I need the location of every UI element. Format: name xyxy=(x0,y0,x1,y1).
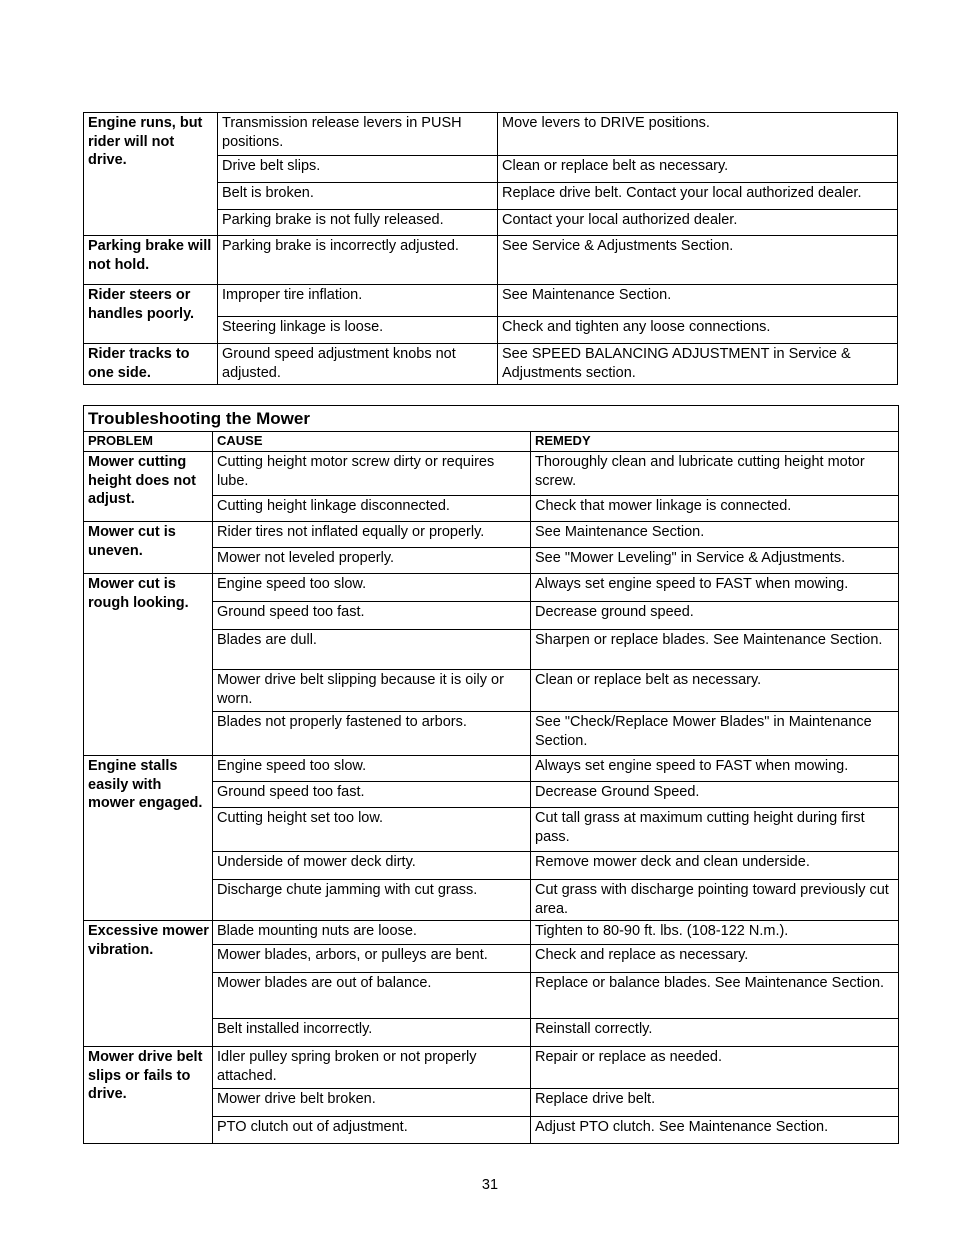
mower-table-body xyxy=(84,452,899,1144)
cause-cell: Mower not leveled properly. xyxy=(213,548,531,574)
problem-cell: Rider steers or handles poorly. xyxy=(84,285,218,344)
remedy-cell: See Service & Adjustments Section. xyxy=(498,236,898,285)
cause-cell: Blade mounting nuts are loose. xyxy=(213,921,531,945)
cause-cell: Cutting height motor screw dirty or requires lube. xyxy=(213,452,531,496)
remedy-cell: Always set engine speed to FAST when mowing. xyxy=(531,574,899,602)
column-header-remedy: REMEDY xyxy=(531,432,899,452)
cause-cell: Blades not properly fastened to arbors. xyxy=(213,712,531,756)
problem-cell: Excessive mower vibration. xyxy=(84,921,213,1047)
remedy-cell: Decrease ground speed. xyxy=(531,602,899,630)
cause-cell: Belt is broken. xyxy=(218,183,498,210)
cause-cell: Idler pulley spring broken or not properly attached. xyxy=(213,1047,531,1089)
problem-cell: Mower drive belt slips or fails to drive. xyxy=(84,1047,213,1144)
mower-troubleshooting-table xyxy=(83,405,899,1144)
cause-cell: Mower blades are out of balance. xyxy=(213,973,531,1019)
cause-cell: Underside of mower deck dirty. xyxy=(213,852,531,880)
cause-cell: Drive belt slips. xyxy=(218,156,498,183)
remedy-cell: Clean or replace belt as necessary. xyxy=(498,156,898,183)
cause-cell: Ground speed too fast. xyxy=(213,782,531,808)
rider-table-body xyxy=(84,113,898,385)
table-row xyxy=(84,574,899,602)
remedy-cell: See "Check/Replace Mower Blades" in Maintenance Section. xyxy=(531,712,899,756)
remedy-cell: Replace drive belt. Contact your local authorized dealer. xyxy=(498,183,898,210)
cause-cell: Ground speed adjustment knobs not adjusted. xyxy=(218,344,498,385)
remedy-cell: Check and tighten any loose connections. xyxy=(498,317,898,344)
remedy-cell: See Maintenance Section. xyxy=(531,522,899,548)
problem-cell: Parking brake will not hold. xyxy=(84,236,218,285)
remedy-cell: Clean or replace belt as necessary. xyxy=(531,670,899,712)
mower-table-header-row xyxy=(84,432,899,452)
remedy-cell: See SPEED BALANCING ADJUSTMENT in Service & Adjustments section. xyxy=(498,344,898,385)
remedy-cell: See Maintenance Section. xyxy=(498,285,898,317)
problem-cell: Mower cut is uneven. xyxy=(84,522,213,574)
table-row xyxy=(84,285,898,317)
remedy-cell: Repair or replace as needed. xyxy=(531,1047,899,1089)
table-row xyxy=(84,113,898,156)
rider-troubleshooting-table xyxy=(83,112,898,385)
table-row xyxy=(84,452,899,496)
remedy-cell: Cut tall grass at maximum cutting height during first pass. xyxy=(531,808,899,852)
remedy-cell: Check and replace as necessary. xyxy=(531,945,899,973)
cause-cell: Cutting height set too low. xyxy=(213,808,531,852)
cause-cell: Discharge chute jamming with cut grass. xyxy=(213,880,531,921)
remedy-cell: Sharpen or replace blades. See Maintenance Section. xyxy=(531,630,899,670)
table-row xyxy=(84,921,899,945)
table-row xyxy=(84,236,898,285)
table-row xyxy=(84,756,899,782)
cause-cell: Ground speed too fast. xyxy=(213,602,531,630)
remedy-cell: Cut grass with discharge pointing toward previously cut area. xyxy=(531,880,899,921)
mower-table-title-row xyxy=(84,406,899,432)
cause-cell: Improper tire inflation. xyxy=(218,285,498,317)
cause-cell: Steering linkage is loose. xyxy=(218,317,498,344)
table-row xyxy=(84,522,899,548)
table-row xyxy=(84,1047,899,1089)
problem-cell: Mower cutting height does not adjust. xyxy=(84,452,213,522)
cause-cell: Engine speed too slow. xyxy=(213,756,531,782)
remedy-cell: Replace drive belt. xyxy=(531,1089,899,1117)
remedy-cell: Check that mower linkage is connected. xyxy=(531,496,899,522)
cause-cell: Mower drive belt slipping because it is oily or worn. xyxy=(213,670,531,712)
cause-cell: Belt installed incorrectly. xyxy=(213,1019,531,1047)
cause-cell: Parking brake is not fully released. xyxy=(218,210,498,236)
remedy-cell: Thoroughly clean and lubricate cutting height motor screw. xyxy=(531,452,899,496)
cause-cell: Engine speed too slow. xyxy=(213,574,531,602)
problem-cell: Mower cut is rough looking. xyxy=(84,574,213,756)
cause-cell: Mower drive belt broken. xyxy=(213,1089,531,1117)
cause-cell: Transmission release levers in PUSH positions. xyxy=(218,113,498,156)
remedy-cell: Move levers to DRIVE positions. xyxy=(498,113,898,156)
cause-cell: Blades are dull. xyxy=(213,630,531,670)
problem-cell: Engine stalls easily with mower engaged. xyxy=(84,756,213,921)
cause-cell: Mower blades, arbors, or pulleys are bent. xyxy=(213,945,531,973)
remedy-cell: Replace or balance blades. See Maintenance Section. xyxy=(531,973,899,1019)
column-header-cause: CAUSE xyxy=(213,432,531,452)
cause-cell: PTO clutch out of adjustment. xyxy=(213,1117,531,1144)
remedy-cell: Always set engine speed to FAST when mowing. xyxy=(531,756,899,782)
problem-cell: Rider tracks to one side. xyxy=(84,344,218,385)
remedy-cell: Decrease Ground Speed. xyxy=(531,782,899,808)
column-header-problem: PROBLEM xyxy=(84,432,213,452)
remedy-cell: Contact your local authorized dealer. xyxy=(498,210,898,236)
table-row xyxy=(84,344,898,385)
cause-cell: Rider tires not inflated equally or properly. xyxy=(213,522,531,548)
remedy-cell: Remove mower deck and clean underside. xyxy=(531,852,899,880)
remedy-cell: Adjust PTO clutch. See Maintenance Section. xyxy=(531,1117,899,1144)
mower-table-title: Troubleshooting the Mower xyxy=(84,406,899,432)
remedy-cell: Tighten to 80-90 ft. lbs. (108-122 N.m.). xyxy=(531,921,899,945)
remedy-cell: See "Mower Leveling" in Service & Adjustments. xyxy=(531,548,899,574)
cause-cell: Cutting height linkage disconnected. xyxy=(213,496,531,522)
page-number: 31 xyxy=(481,1177,499,1193)
remedy-cell: Reinstall correctly. xyxy=(531,1019,899,1047)
problem-cell: Engine runs, but rider will not drive. xyxy=(84,113,218,236)
cause-cell: Parking brake is incorrectly adjusted. xyxy=(218,236,498,285)
